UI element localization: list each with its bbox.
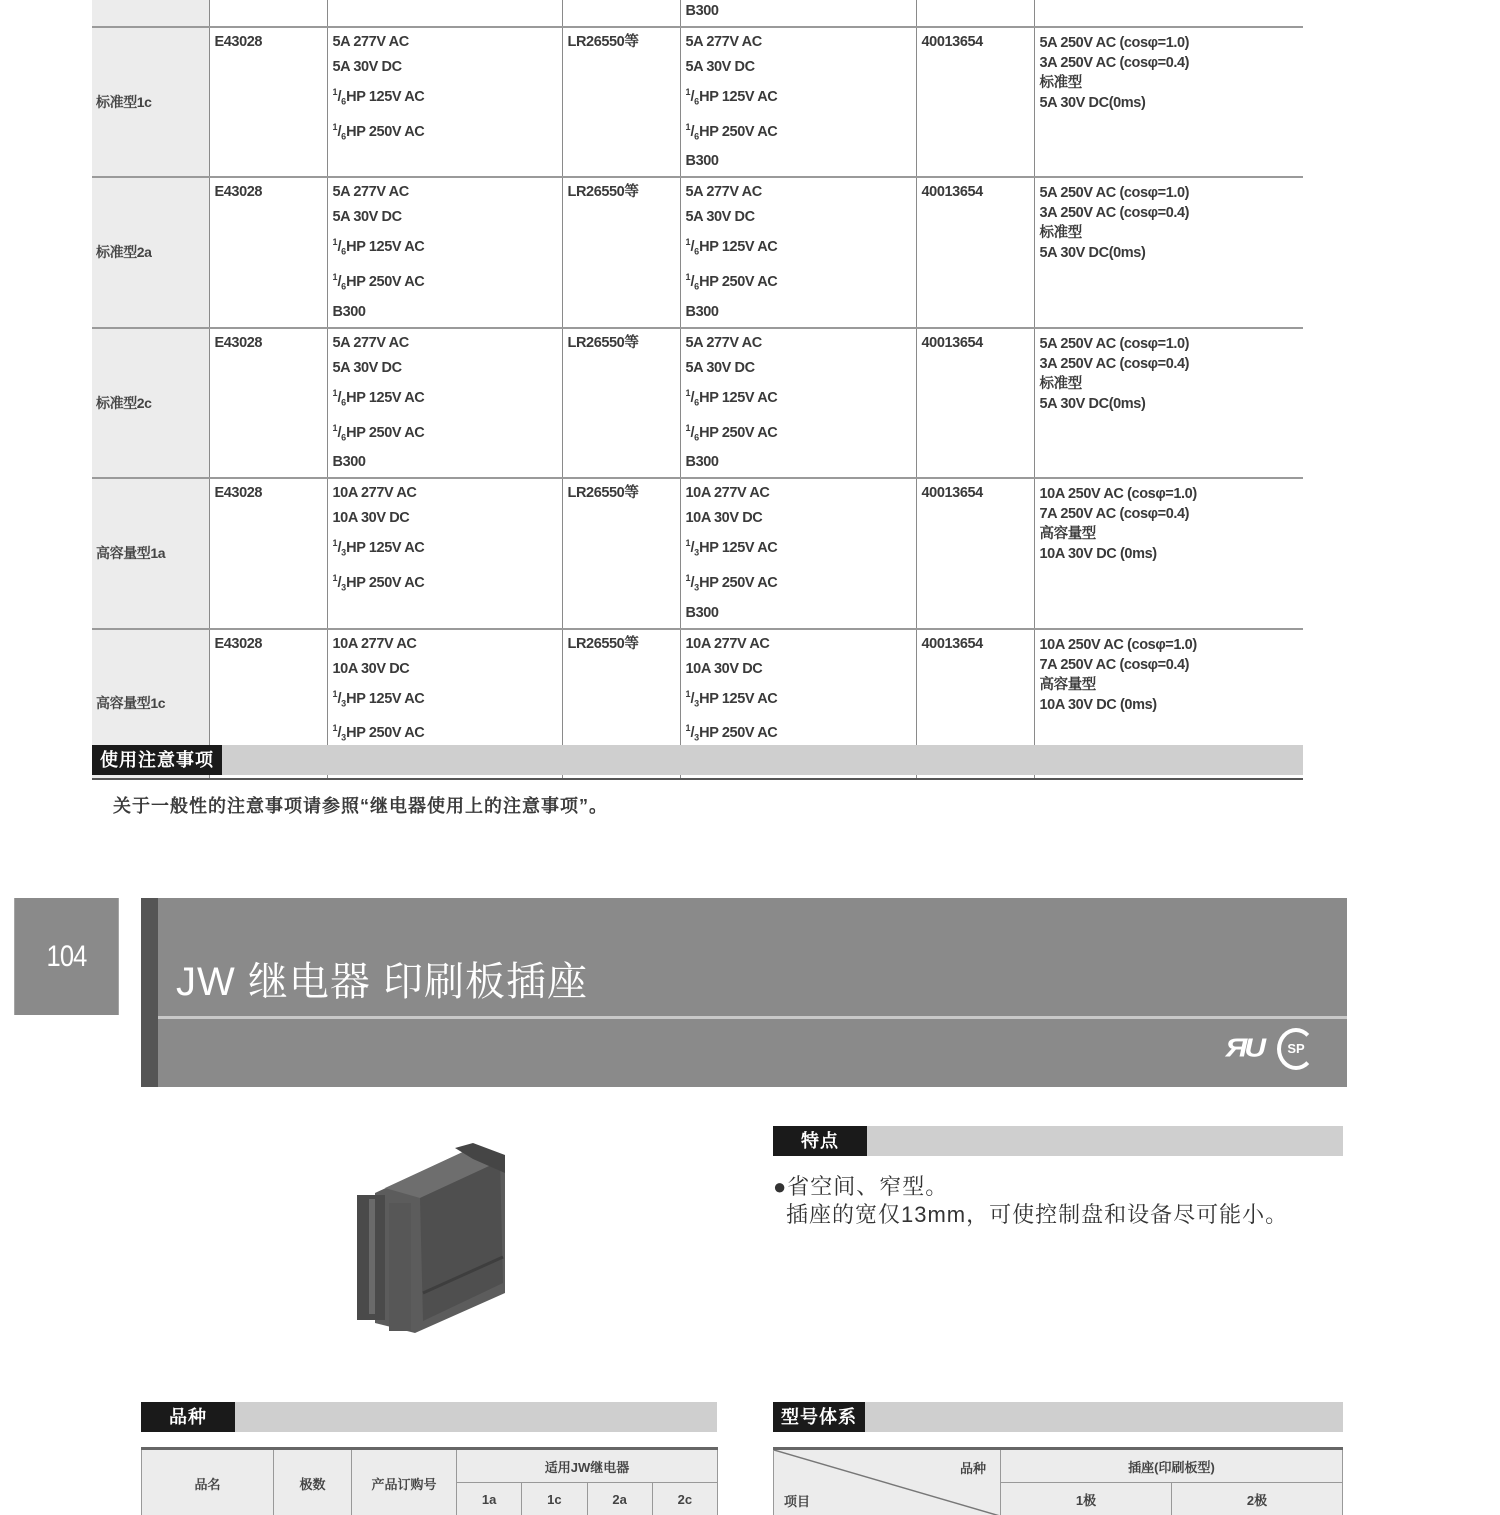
rating-line: $^1/_6HP$ 250V AC bbox=[685, 121, 778, 142]
precautions-section-bar bbox=[92, 745, 1303, 775]
csa-mark-icon: SP bbox=[1277, 1028, 1315, 1070]
rating-line: $^1/_6HP$ 125V AC bbox=[332, 387, 425, 408]
corner-bottom-label: 项目 bbox=[784, 1494, 811, 1509]
rating-line: $^1/_3HP$ 250V AC bbox=[685, 723, 778, 744]
varieties-heading: 品种 bbox=[141, 1402, 235, 1432]
feature-item-detail: 插座的宽仅13mm，可使控制盘和设备尽可能小。 bbox=[786, 1202, 1289, 1227]
subcol-2a: 2a bbox=[587, 1483, 652, 1515]
rating-line: $^1/_6HP$ 250V AC bbox=[332, 422, 425, 443]
rating-line: $^1/_6HP$ 125V AC bbox=[685, 237, 778, 258]
col-product-name: 品名 bbox=[142, 1449, 274, 1515]
rating-line: 高容量型 bbox=[1039, 526, 1096, 543]
socket-product-image bbox=[355, 1143, 507, 1333]
rating-line: $^1/_6HP$ 125V AC bbox=[685, 387, 778, 408]
rating-line: B300 bbox=[332, 454, 366, 471]
csa-file-cell: LR26550等 bbox=[562, 177, 680, 327]
rating-line: 5A 30V DC bbox=[685, 59, 755, 75]
subcol-1-pole: 1极 bbox=[1001, 1483, 1172, 1515]
relay-type-cell: 标准型2a bbox=[92, 177, 209, 327]
rating-line: 7A 250V AC (cosφ=0.4) bbox=[1039, 656, 1190, 673]
model-system-heading: 型号体系 bbox=[773, 1402, 865, 1432]
page-title: JW 继电器 印刷板插座 bbox=[176, 960, 588, 1004]
rating-line: $^1/_3HP$ 250V AC bbox=[685, 573, 778, 593]
rating-line: B300 bbox=[685, 454, 719, 471]
tuv-file-cell: 40013654 bbox=[916, 478, 1034, 628]
rating-line: 标准型 bbox=[1039, 375, 1082, 392]
spec-row bbox=[92, 27, 1303, 177]
rating-line: $^1/_3HP$ 250V AC bbox=[332, 723, 425, 744]
rating-line: $^1/_6HP$ 125V AC bbox=[332, 237, 425, 258]
tuv-file-cell bbox=[916, 0, 1034, 27]
rating-line: 7A 250V AC (cosφ=0.4) bbox=[1039, 506, 1190, 523]
tuv-ratings-cell bbox=[1034, 478, 1303, 628]
subcol-2-pole: 2极 bbox=[1172, 1483, 1343, 1515]
ul-file-cell: E43028 bbox=[209, 629, 327, 779]
page-number: 104 bbox=[14, 898, 119, 1015]
cert-logos bbox=[1225, 1028, 1315, 1070]
spec-row bbox=[92, 177, 1303, 327]
rating-line: B300 bbox=[685, 604, 719, 621]
relay-type-cell: 高容量型1a bbox=[92, 478, 209, 628]
rating-line: 10A 250V AC (cosφ=1.0) bbox=[1039, 486, 1197, 503]
rating-line: $^1/_6HP$ 250V AC bbox=[332, 121, 425, 142]
rating-line: 5A 277V AC bbox=[332, 334, 409, 351]
rating-line: 5A 30V DC(0ms) bbox=[1039, 395, 1146, 412]
csa-ratings-cell bbox=[680, 177, 916, 327]
precautions-text: 关于一般性的注意事项请参照“继电器使用上的注意事项”。 bbox=[113, 796, 608, 816]
rating-line: B300 bbox=[685, 303, 719, 320]
model-system-table bbox=[773, 1447, 1343, 1515]
rating-line: 5A 250V AC (cosφ=1.0) bbox=[1039, 35, 1190, 51]
ul-file-cell: E43028 bbox=[209, 27, 327, 177]
tuv-ratings-cell bbox=[1034, 27, 1303, 177]
rating-line: 5A 250V AC (cosφ=1.0) bbox=[1039, 335, 1190, 352]
tuv-file-cell: 40013654 bbox=[916, 27, 1034, 177]
col-poles: 极数 bbox=[274, 1449, 352, 1515]
rating-line: 10A 30V DC bbox=[332, 510, 410, 527]
feature-item-title: ●省空间、窄型。 bbox=[773, 1174, 949, 1199]
rating-line: $^1/_6HP$ 125V AC bbox=[685, 87, 778, 107]
relay-type-cell: 标准型1c bbox=[92, 27, 209, 177]
tuv-file-cell: 40013654 bbox=[916, 177, 1034, 327]
subcol-1a: 1a bbox=[457, 1483, 522, 1515]
ul-ratings-cell bbox=[327, 328, 562, 478]
ul-file-cell bbox=[209, 0, 327, 27]
csa-ratings-cell bbox=[680, 478, 916, 628]
rating-line: $^1/_3HP$ 125V AC bbox=[332, 688, 425, 709]
rating-line: $^1/_3HP$ 250V AC bbox=[332, 573, 425, 593]
ul-file-cell: E43028 bbox=[209, 478, 327, 628]
rating-line: 3A 250V AC (cosφ=0.4) bbox=[1039, 355, 1190, 372]
rating-line: 5A 30V DC bbox=[332, 59, 402, 75]
title-accent-bar bbox=[141, 898, 158, 1087]
title-divider bbox=[158, 1016, 1347, 1019]
ul-ratings-cell bbox=[327, 0, 562, 27]
csa-file-cell: LR26550等 bbox=[562, 629, 680, 779]
varieties-section-bar bbox=[141, 1402, 717, 1432]
rating-line: 标准型 bbox=[1039, 225, 1082, 242]
tuv-file-cell: 40013654 bbox=[916, 328, 1034, 478]
ul-ratings-cell bbox=[327, 177, 562, 327]
rating-line: 5A 30V DC bbox=[685, 359, 755, 376]
rating-line: 10A 277V AC bbox=[685, 635, 770, 652]
csa-ratings-cell bbox=[680, 0, 916, 27]
rating-line: $^1/_6HP$ 125V AC bbox=[332, 87, 425, 107]
features-section-bar bbox=[773, 1126, 1343, 1156]
spec-row bbox=[92, 0, 1303, 27]
relay-type-cell: 高容量型1c bbox=[92, 629, 209, 779]
rating-line: 5A 30V DC bbox=[685, 209, 755, 226]
rating-line: 10A 277V AC bbox=[332, 635, 417, 652]
spec-row bbox=[92, 328, 1303, 478]
ul-file-cell: E43028 bbox=[209, 328, 327, 478]
subcol-1c: 1c bbox=[522, 1483, 587, 1515]
ul-ratings-cell bbox=[327, 27, 562, 177]
rating-line: 10A 30V DC bbox=[685, 510, 763, 527]
model-system-section-bar bbox=[773, 1402, 1343, 1432]
csa-file-cell: LR26550等 bbox=[562, 27, 680, 177]
rating-line: $^1/_3HP$ 125V AC bbox=[332, 538, 425, 559]
csa-file-cell: LR26550等 bbox=[562, 478, 680, 628]
ul-ratings-cell bbox=[327, 478, 562, 628]
rating-line: B300 bbox=[685, 3, 719, 19]
rating-line: B300 bbox=[685, 153, 719, 170]
csa-ratings-cell bbox=[680, 27, 916, 177]
rating-line: 10A 30V DC bbox=[332, 660, 410, 677]
rating-line: 5A 277V AC bbox=[332, 34, 409, 50]
ul-mark-icon: ЯU bbox=[1225, 1034, 1263, 1063]
rating-line: $^1/_3HP$ 125V AC bbox=[685, 688, 778, 709]
rating-line: B300 bbox=[332, 303, 366, 320]
rating-line: 5A 30V DC bbox=[332, 209, 402, 226]
precautions-heading: 使用注意事项 bbox=[92, 745, 222, 775]
rating-line: $^1/_6HP$ 250V AC bbox=[332, 272, 425, 292]
title-band bbox=[141, 898, 1347, 1087]
varieties-table bbox=[141, 1447, 718, 1515]
certification-spec-table bbox=[92, 0, 1303, 780]
csa-ratings-cell bbox=[680, 328, 916, 478]
rating-line: 10A 30V DC (0ms) bbox=[1039, 696, 1157, 713]
rating-line: 10A 250V AC (cosφ=1.0) bbox=[1039, 636, 1197, 653]
rating-line: 5A 30V DC bbox=[332, 359, 402, 376]
col-applicable-relay: 适用JW继电器 bbox=[457, 1449, 718, 1483]
rating-line: 5A 30V DC(0ms) bbox=[1039, 245, 1146, 262]
rating-line: 10A 277V AC bbox=[685, 485, 770, 502]
rating-line: 标准型 bbox=[1039, 75, 1082, 91]
ul-file-cell: E43028 bbox=[209, 177, 327, 327]
spec-row bbox=[92, 478, 1303, 628]
corner-top-label: 品种 bbox=[959, 1461, 986, 1476]
rating-line: 5A 277V AC bbox=[685, 334, 762, 351]
rating-line: 5A 277V AC bbox=[685, 34, 762, 50]
rating-line: 5A 30V DC(0ms) bbox=[1039, 95, 1146, 111]
csa-file-cell: LR26550等 bbox=[562, 328, 680, 478]
tuv-ratings-cell bbox=[1034, 0, 1303, 27]
subcol-2c: 2c bbox=[652, 1483, 717, 1515]
rating-line: $^1/_6HP$ 250V AC bbox=[685, 272, 778, 292]
relay-type-cell: 标准型2c bbox=[92, 328, 209, 478]
rating-line: 3A 250V AC (cosφ=0.4) bbox=[1039, 55, 1190, 71]
rating-line: 10A 277V AC bbox=[332, 485, 417, 502]
bullet-icon: ● bbox=[773, 1174, 788, 1199]
rating-line: 10A 30V DC (0ms) bbox=[1039, 546, 1157, 563]
col-socket-pcb: 插座(印刷板型) bbox=[1001, 1449, 1343, 1483]
rating-line: 10A 30V DC bbox=[685, 660, 763, 677]
rating-line: 高容量型 bbox=[1039, 676, 1096, 693]
rating-line: 3A 250V AC (cosφ=0.4) bbox=[1039, 205, 1190, 222]
rating-line: 5A 250V AC (cosφ=1.0) bbox=[1039, 185, 1190, 202]
rating-line: $^1/_3HP$ 125V AC bbox=[685, 538, 778, 559]
corner-cell bbox=[774, 1449, 1001, 1515]
tuv-file-cell: 40013654 bbox=[916, 629, 1034, 779]
relay-type-cell bbox=[92, 0, 209, 27]
col-order-number: 产品订购号 bbox=[352, 1449, 457, 1515]
rating-line: $^1/_6HP$ 250V AC bbox=[685, 422, 778, 443]
tuv-ratings-cell bbox=[1034, 177, 1303, 327]
csa-file-cell bbox=[562, 0, 680, 27]
features-heading: 特点 bbox=[773, 1126, 867, 1156]
tuv-ratings-cell bbox=[1034, 328, 1303, 478]
rating-line: 5A 277V AC bbox=[332, 184, 409, 201]
rating-line: 5A 277V AC bbox=[685, 184, 762, 201]
